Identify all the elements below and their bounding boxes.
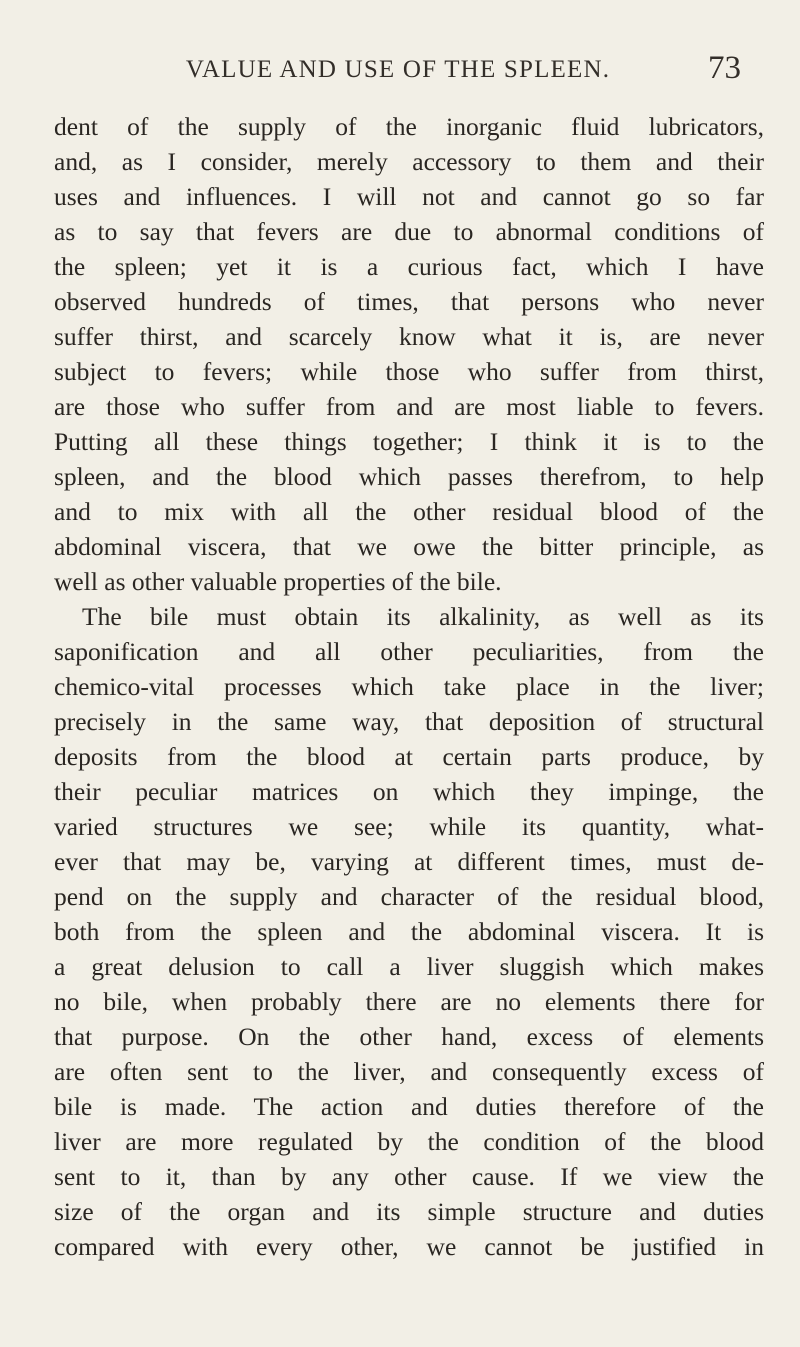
text-line: observed hundreds of times, that persons who never [54,287,764,316]
text-line: uses and influences. I will not and cannot go so far [54,182,764,211]
text-line: no bile, when probably there are no elements there for [54,987,764,1016]
text-line: size of the organ and its simple structure and duties [54,1197,764,1226]
text-line: dent of the supply of the inorganic fluid lubricators, [54,112,764,141]
text-line: liver are more regulated by the condition of the blood [54,1127,764,1156]
text-line: deposits from the blood at certain parts produce, by [54,742,764,771]
text-line: suffer thirst, and scarcely know what it is, are never [54,322,764,351]
text-line: chemico-vital processes which take place in the liver; [54,672,764,701]
text-line: abdominal viscera, that we owe the bitter principle, as [54,532,764,561]
text-line: spleen, and the blood which passes therefrom, to help [54,462,764,491]
text-line: and to mix with all the other residual blood of the [54,497,764,526]
text-line: as to say that fevers are due to abnormal conditions of [54,217,764,246]
text-line: sent to it, than by any other cause. If we view the [54,1162,764,1191]
text-line: a great delusion to call a liver sluggish which makes [54,952,764,981]
text-line: saponification and all other peculiarities, from the [54,637,764,666]
text-line: that purpose. On the other hand, excess of elements [54,1022,764,1051]
text-line: compared with every other, we cannot be justified in [54,1232,764,1261]
text-line: the spleen; yet it is a curious fact, which I have [54,252,764,281]
text-line: pend on the supply and character of the residual blood, [54,882,764,911]
text-line: precisely in the same way, that deposition of structural [54,707,764,736]
text-line: varied structures we see; while its quantity, what- [54,812,764,841]
text-line: their peculiar matrices on which they impinge, the [54,777,764,806]
text-line: subject to fevers; while those who suffer from thirst, [54,357,764,386]
text-line: both from the spleen and the abdominal viscera. It is [54,917,764,946]
text-line: and, as I consider, merely accessory to them and their [54,147,764,176]
text-line: are often sent to the liver, and consequently excess of [54,1057,764,1086]
page-number: 73 [708,50,741,86]
text-line: ever that may be, varying at different times, must de- [54,847,764,876]
text-line: are those who suffer from and are most liable to fevers. [54,392,764,421]
text-line: well as other valuable properties of the bile. [54,567,502,596]
text-line: Putting all these things together; I think it is to the [54,427,764,456]
running-head: VALUE AND USE OF THE SPLEEN. [185,56,611,83]
paragraph-start-line: The bile must obtain its alkalinity, as well as its [82,602,764,631]
body-text [54,109,764,1264]
text-line: bile is made. The action and duties therefore of the [54,1092,764,1121]
